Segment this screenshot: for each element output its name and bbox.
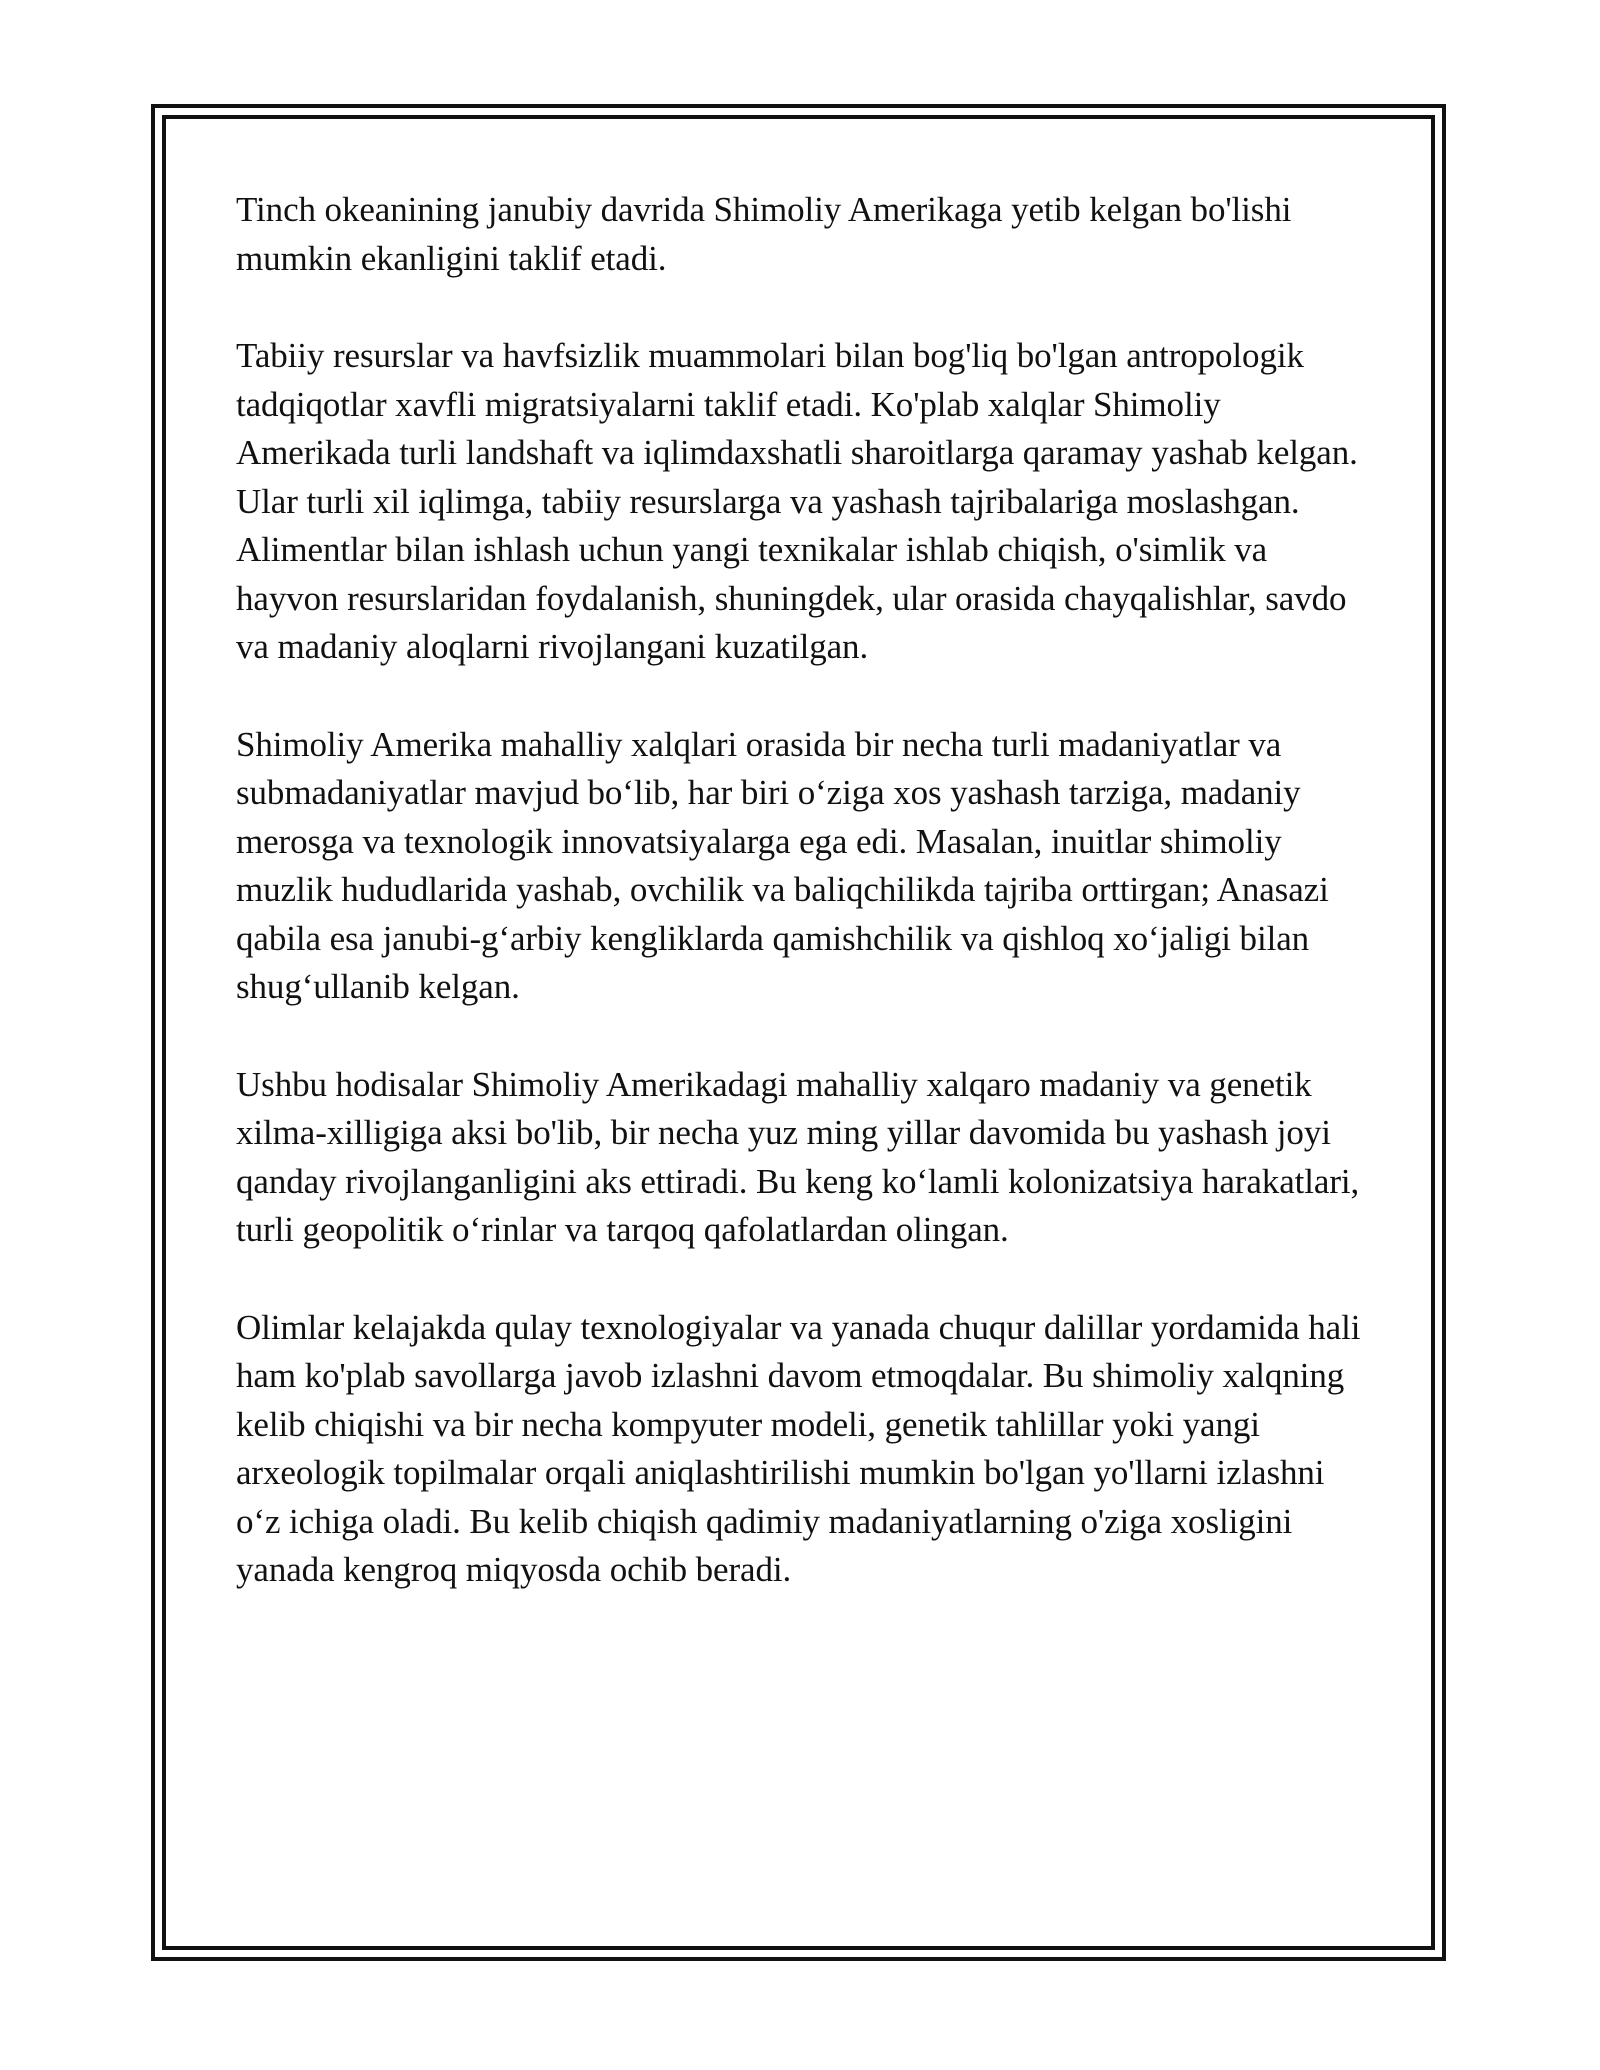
paragraph-2: Tabiiy resurslar va havfsizlik muammolari bilan bog'liq bo'lgan antropologik tadqiqotlar xavfli migratsiyalarni taklif etadi. Ko'plab xalqlar Shimoliy Amerikada turli landshaft va iqlimdaxshatli sharoitlarga qaramay yashab kelgan. Ular turli xil iqlimga, tabiiy resurslarga va yashash tajribalariga moslashgan. Alimentlar bilan ishlash uchun yangi texnikalar ishlab chiqish, o'simlik va hayvon resurslaridan foydalanish, shuningdek, ular orasida chayqalishlar, savdo va madaniy aloqlarni rivojlangani kuzatilgan.	[236, 336, 1358, 666]
paragraph-3: Shimoliy Amerika mahalliy xalqlari orasida bir necha turli madaniyatlar va submadaniyatlar mavjud boʻlib, har biri oʻziga xos yashash tarziga, madaniy merosga va texnologik innovatsiyalarga ega edi. Masalan, inuitlar shimoliy muzlik hududlarida yashab, ovchilik va baliqchilikda tajriba orttirgan; Anasazi qabila esa janubi-gʻarbiy kengliklarda qamishchilik va qishloq xoʻjaligi bilan shugʻullanib kelgan.	[236, 724, 1329, 1006]
paragraph-5: Olimlar kelajakda qulay texnologiyalar va yanada chuqur dalillar yordamida hali ham ko'plab savollarga javob izlashni davom etmoqdalar. Bu shimoliy xalqning kelib chiqishi va bir necha kompyuter modeli, genetik tahlillar yoki yangi arxeologik topilmalar orqali aniqlashtirilishi mumkin bo'lgan yo'llarni izlashni oʻz ichiga oladi. Bu kelib chiqish qadimiy madaniyatlarning o'ziga xosligini yanada kengroq miqyosda ochib beradi.	[236, 1307, 1361, 1589]
paragraph-1: Tinch okeanining janubiy davrida Shimoliy Amerikaga yetib kelgan bo'lishi mumkin ekanligini taklif etadi.	[236, 190, 1292, 278]
document-body	[236, 186, 1376, 1644]
paragraph-4: Ushbu hodisalar Shimoliy Amerikadagi mahalliy xalqaro madaniy va genetik xilma-xilligiga aksi bo'lib, bir necha yuz ming yillar davomida bu yashash joyi qanday rivojlanganligini aks ettiradi. Bu keng koʻlamli kolonizatsiya harakatlari, turli geopolitik oʻrinlar va tarqoq qafolatlardan olingan.	[236, 1064, 1360, 1249]
